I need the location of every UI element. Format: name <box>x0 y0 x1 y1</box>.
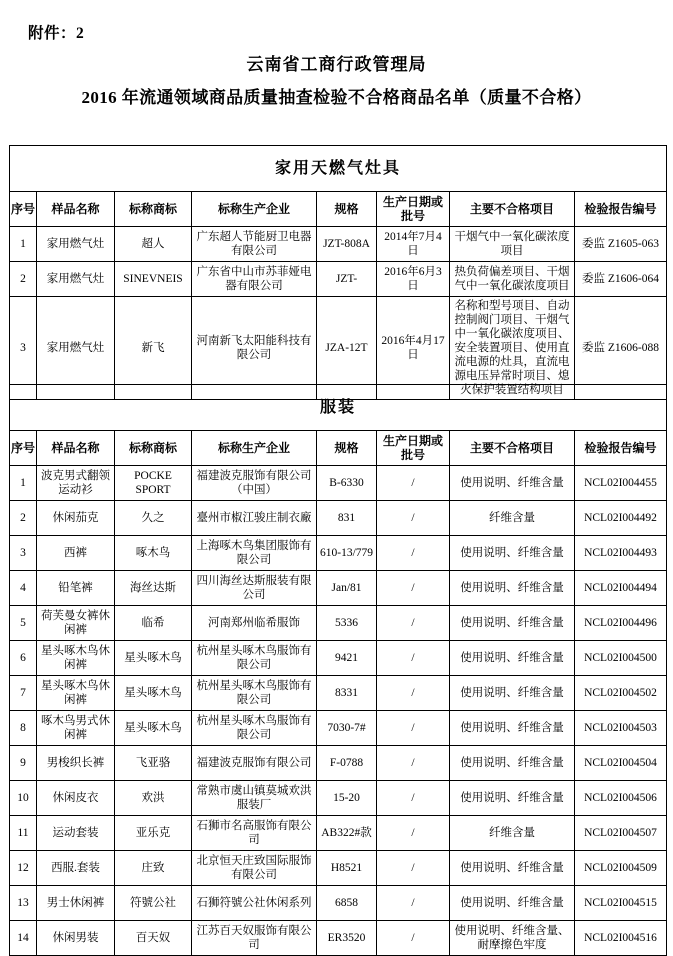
cell-brand-name: 啄木鸟 <box>115 536 192 571</box>
cell-brand-name: 星头啄木鸟 <box>115 711 192 746</box>
cell-brand-name: 飞亚骆 <box>115 746 192 781</box>
cell-production-date-or-batch: / <box>377 921 450 956</box>
cell-specification: 15-20 <box>317 781 377 816</box>
cell-row-index: 4 <box>10 571 37 606</box>
cell-inspection-report-number: NCL02I004494 <box>575 571 667 606</box>
cell-row-index: 9 <box>10 746 37 781</box>
cell-inspection-report-number: NCL02I004496 <box>575 606 667 641</box>
cell-specification: 610-13/779 <box>317 536 377 571</box>
section-title: 家用天燃气灶具 <box>10 146 667 192</box>
cell-failed-items: 名称和型号项目、自动控制阀门项目、干烟气中一氧化碳浓度项目、安全装置项目、使用直流电源的灶具，直流电源电压异常时项目、熄火保护装置结构项目 <box>450 297 575 400</box>
cell-production-date-or-batch: / <box>377 851 450 886</box>
cell-failed-items: 使用说明、纤维含量 <box>450 536 575 571</box>
cell-manufacturer-name: 福建波克服饰有限公司 <box>192 746 317 781</box>
cell-inspection-report-number: NCL02I004509 <box>575 851 667 886</box>
cell-inspection-report-number: NCL02I004506 <box>575 781 667 816</box>
cell-row-index: 12 <box>10 851 37 886</box>
cell-row-index: 1 <box>10 466 37 501</box>
cell-failed-items: 使用说明、纤维含量 <box>450 851 575 886</box>
cell-inspection-report-number: NCL02I004503 <box>575 711 667 746</box>
cell-manufacturer-name: 广东超人节能厨卫电器有限公司 <box>192 227 317 262</box>
cell-production-date-or-batch: / <box>377 536 450 571</box>
cell-production-date-or-batch: / <box>377 466 450 501</box>
cell-row-index: 13 <box>10 886 37 921</box>
table-row <box>10 781 667 816</box>
cell-manufacturer-name: 北京恒天庄致国际服饰有限公司 <box>192 851 317 886</box>
cell-production-date-or-batch: / <box>377 711 450 746</box>
cell-failed-items: 热负荷偏差项目、干烟气中一氧化碳浓度项目 <box>450 262 575 297</box>
column-header-production-date-or-batch: 生产日期或批号 <box>377 192 450 227</box>
cell-row-index: 5 <box>10 606 37 641</box>
cell-failed-items: 使用说明、纤维含量 <box>450 606 575 641</box>
cell-row-index: 2 <box>10 262 37 297</box>
cell-manufacturer-name: 常熟市虞山镇莫城欢洪服装厂 <box>192 781 317 816</box>
cell-sample-name: 家用燃气灶 <box>37 227 115 262</box>
cell-sample-name: 男梭织长裤 <box>37 746 115 781</box>
cell-inspection-report-number: 委监 Z1605-063 <box>575 227 667 262</box>
cell-brand-name: 欢洪 <box>115 781 192 816</box>
column-header-inspection-report-number: 检验报告编号 <box>575 192 667 227</box>
cell-inspection-report-number: 委监 Z1606-064 <box>575 262 667 297</box>
cell-brand-name: 临希 <box>115 606 192 641</box>
cell-specification: 7030-7# <box>317 711 377 746</box>
cell-specification: JZA-12T <box>317 297 377 400</box>
cell-specification: 9421 <box>317 641 377 676</box>
cell-manufacturer-name: 石狮市名高服饰有限公司 <box>192 816 317 851</box>
cell-manufacturer-name: 上海啄木鸟集团服饰有限公司 <box>192 536 317 571</box>
cell-sample-name: 西裤 <box>37 536 115 571</box>
cell-inspection-report-number: NCL02I004515 <box>575 886 667 921</box>
cell-sample-name: 休闲男装 <box>37 921 115 956</box>
cell-specification: Jan/81 <box>317 571 377 606</box>
column-header-production-date-or-batch: 生产日期或批号 <box>377 431 450 466</box>
cell-manufacturer-name: 河南新飞太阳能科技有限公司 <box>192 297 317 400</box>
cell-row-index: 3 <box>10 536 37 571</box>
cell-inspection-report-number: NCL02I004492 <box>575 501 667 536</box>
cell-row-index: 14 <box>10 921 37 956</box>
cell-inspection-report-number: NCL02I004502 <box>575 676 667 711</box>
cell-production-date-or-batch: / <box>377 816 450 851</box>
cell-failed-items: 使用说明、纤维含量 <box>450 711 575 746</box>
column-header-row-index: 序号 <box>10 192 37 227</box>
cell-inspection-report-number: NCL02I004455 <box>575 466 667 501</box>
cell-inspection-report-number: NCL02I004516 <box>575 921 667 956</box>
cell-production-date-or-batch: / <box>377 746 450 781</box>
cell-inspection-report-number: 委监 Z1606-088 <box>575 297 667 400</box>
cell-specification: 5336 <box>317 606 377 641</box>
cell-specification: F-0788 <box>317 746 377 781</box>
cell-brand-name: 星头啄木鸟 <box>115 676 192 711</box>
cell-row-index: 10 <box>10 781 37 816</box>
cell-production-date-or-batch: 2014年7月4日 <box>377 227 450 262</box>
cell-specification: B-6330 <box>317 466 377 501</box>
cell-sample-name: 星头啄木鸟休闲裤 <box>37 676 115 711</box>
cell-inspection-report-number: NCL02I004500 <box>575 641 667 676</box>
clothing-table <box>9 384 667 956</box>
table-row <box>10 816 667 851</box>
cell-sample-name: 家用燃气灶 <box>37 262 115 297</box>
cell-failed-items: 使用说明、纤维含量 <box>450 746 575 781</box>
column-header-sample-name: 样品名称 <box>37 192 115 227</box>
table-row <box>10 501 667 536</box>
cell-row-index: 3 <box>10 297 37 400</box>
cell-row-index: 6 <box>10 641 37 676</box>
column-header-brand-name: 标称商标 <box>115 192 192 227</box>
table-row <box>10 606 667 641</box>
cell-failed-items: 使用说明、纤维含量 <box>450 676 575 711</box>
table-row <box>10 536 667 571</box>
cell-production-date-or-batch: / <box>377 606 450 641</box>
cell-failed-items: 纤维含量 <box>450 501 575 536</box>
cell-failed-items: 使用说明、纤维含量 <box>450 781 575 816</box>
issuing-organization-title: 云南省工商行政管理局 <box>246 55 427 74</box>
cell-sample-name: 休闲茄克 <box>37 501 115 536</box>
cell-sample-name: 家用燃气灶 <box>37 297 115 400</box>
cell-failed-items: 使用说明、纤维含量 <box>450 886 575 921</box>
cell-brand-name: 符號公社 <box>115 886 192 921</box>
cell-manufacturer-name: 杭州星头啄木鸟服饰有限公司 <box>192 676 317 711</box>
cell-brand-name: 百天奴 <box>115 921 192 956</box>
column-header-row <box>10 431 667 466</box>
cell-specification: 6858 <box>317 886 377 921</box>
table-row <box>10 886 667 921</box>
cell-production-date-or-batch: / <box>377 886 450 921</box>
cell-brand-name: 海丝达斯 <box>115 571 192 606</box>
cell-manufacturer-name: 臺州市椒江骏庄制衣廠 <box>192 501 317 536</box>
column-header-manufacturer-name: 标称生产企业 <box>192 431 317 466</box>
cell-production-date-or-batch: 2016年4月17日 <box>377 297 450 400</box>
cell-specification: 831 <box>317 501 377 536</box>
cell-manufacturer-name: 杭州星头啄木鸟服饰有限公司 <box>192 711 317 746</box>
cell-row-index: 1 <box>10 227 37 262</box>
cell-sample-name: 休闲皮衣 <box>37 781 115 816</box>
cell-row-index: 2 <box>10 501 37 536</box>
cell-row-index: 11 <box>10 816 37 851</box>
cell-brand-name: 亚乐克 <box>115 816 192 851</box>
cell-brand-name: 久之 <box>115 501 192 536</box>
cell-manufacturer-name: 石狮符號公社休闲系列 <box>192 886 317 921</box>
cell-brand-name: 星头啄木鸟 <box>115 641 192 676</box>
cell-production-date-or-batch: 2016年6月3日 <box>377 262 450 297</box>
cell-failed-items: 纤维含量 <box>450 816 575 851</box>
table-row <box>10 746 667 781</box>
cell-sample-name: 荷芙曼女裤休闲裤 <box>37 606 115 641</box>
table-row <box>10 227 667 262</box>
cell-manufacturer-name: 广东省中山市苏菲娅电器有限公司 <box>192 262 317 297</box>
column-header-row-index: 序号 <box>10 431 37 466</box>
cell-sample-name: 男士休闲裤 <box>37 886 115 921</box>
cell-specification: 8331 <box>317 676 377 711</box>
cell-failed-items: 使用说明、纤维含量 <box>450 571 575 606</box>
cell-specification: H8521 <box>317 851 377 886</box>
cell-sample-name: 运动套装 <box>37 816 115 851</box>
cell-production-date-or-batch: / <box>377 641 450 676</box>
section-title-row <box>10 146 667 192</box>
cell-specification: JZT- <box>317 262 377 297</box>
cell-sample-name: 铅笔裤 <box>37 571 115 606</box>
column-header-inspection-report-number: 检验报告编号 <box>575 431 667 466</box>
column-header-sample-name: 样品名称 <box>37 431 115 466</box>
column-header-specification: 规格 <box>317 192 377 227</box>
table-row <box>10 571 667 606</box>
cell-brand-name: 新飞 <box>115 297 192 400</box>
cell-row-index: 7 <box>10 676 37 711</box>
cell-brand-name: SINEVNEIS <box>115 262 192 297</box>
cell-sample-name: 西服.套装 <box>37 851 115 886</box>
cell-production-date-or-batch: / <box>377 501 450 536</box>
table-row <box>10 676 667 711</box>
table-row <box>10 466 667 501</box>
table-row <box>10 851 667 886</box>
table-row <box>10 711 667 746</box>
section-title-row <box>10 385 667 431</box>
gas-appliance-table <box>9 145 667 400</box>
cell-row-index: 8 <box>10 711 37 746</box>
column-header-specification: 规格 <box>317 431 377 466</box>
cell-sample-name: 啄木鸟男式休闲裤 <box>37 711 115 746</box>
cell-production-date-or-batch: / <box>377 781 450 816</box>
document-title-block <box>0 53 673 110</box>
cell-manufacturer-name: 福建波克服饰有限公司（中国） <box>192 466 317 501</box>
clothing-table-container <box>9 384 666 956</box>
table-row <box>10 921 667 956</box>
column-header-failed-items: 主要不合格项目 <box>450 192 575 227</box>
cell-sample-name: 星头啄木鸟休闲裤 <box>37 641 115 676</box>
table-row <box>10 641 667 676</box>
table-row <box>10 262 667 297</box>
cell-failed-items: 使用说明、纤维含量 <box>450 641 575 676</box>
cell-inspection-report-number: NCL02I004504 <box>575 746 667 781</box>
page-title: 2016 年流通领域商品质量抽查检验不合格商品名单（质量不合格） <box>81 88 592 107</box>
cell-inspection-report-number: NCL02I004507 <box>575 816 667 851</box>
column-header-manufacturer-name: 标称生产企业 <box>192 192 317 227</box>
cell-manufacturer-name: 江苏百天奴服饰有限公司 <box>192 921 317 956</box>
attachment-label: 附件：2 <box>28 25 85 42</box>
cell-brand-name: POCKE SPORT <box>115 466 192 501</box>
cell-manufacturer-name: 杭州星头啄木鸟服饰有限公司 <box>192 641 317 676</box>
column-header-brand-name: 标称商标 <box>115 431 192 466</box>
cell-brand-name: 超人 <box>115 227 192 262</box>
cell-sample-name: 波克男式翻领运动衫 <box>37 466 115 501</box>
column-header-row <box>10 192 667 227</box>
column-header-failed-items: 主要不合格项目 <box>450 431 575 466</box>
cell-specification: JZT-808A <box>317 227 377 262</box>
gas-appliance-table-container <box>9 145 666 400</box>
cell-specification: ER3520 <box>317 921 377 956</box>
cell-failed-items: 干烟气中一氧化碳浓度项目 <box>450 227 575 262</box>
cell-manufacturer-name: 四川海丝达斯服装有限公司 <box>192 571 317 606</box>
section-title: 服装 <box>10 385 667 431</box>
cell-brand-name: 庄致 <box>115 851 192 886</box>
cell-failed-items: 使用说明、纤维含量、耐摩擦色牢度 <box>450 921 575 956</box>
cell-inspection-report-number: NCL02I004493 <box>575 536 667 571</box>
cell-manufacturer-name: 河南郑州临希服饰 <box>192 606 317 641</box>
cell-specification: AB322#款 <box>317 816 377 851</box>
cell-failed-items: 使用说明、纤维含量 <box>450 466 575 501</box>
cell-production-date-or-batch: / <box>377 571 450 606</box>
cell-production-date-or-batch: / <box>377 676 450 711</box>
